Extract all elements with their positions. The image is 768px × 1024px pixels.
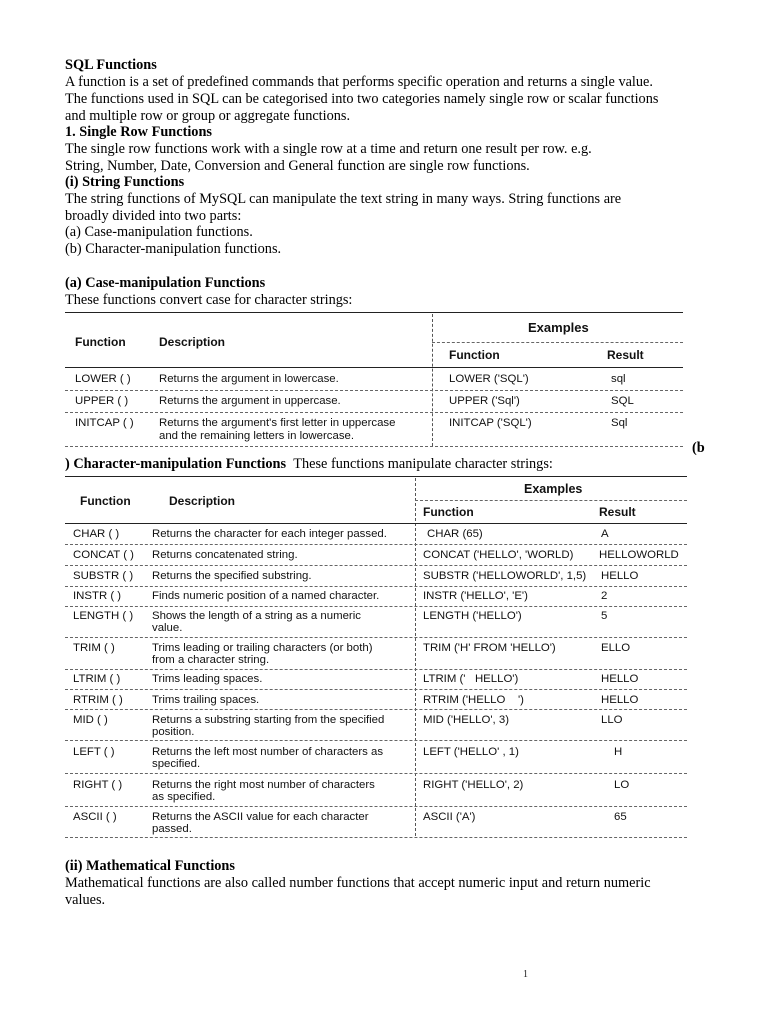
description-header: Description xyxy=(159,335,226,349)
table-row-description: position. xyxy=(152,726,195,738)
character-manipulation-heading-prefix: (b xyxy=(692,440,705,456)
table-row-example: LENGTH ('HELLO') xyxy=(423,610,522,622)
table-row-result: 65 xyxy=(614,811,627,823)
math-heading: (ii) Mathematical Functions xyxy=(65,858,235,874)
table-row-description: from a character string. xyxy=(152,654,270,666)
example-function-header: Function xyxy=(449,348,500,362)
subsection-line: (b) Character-manipulation functions. xyxy=(65,241,282,257)
section-heading: 1. Single Row Functions xyxy=(65,124,212,140)
section-line: String, Number, Date, Conversion and General function are single row functions. xyxy=(65,158,530,174)
examples-header: Examples xyxy=(528,320,589,335)
description-header: Description xyxy=(169,494,236,508)
table-row-description: Trims leading or trailing characters (or both) xyxy=(152,642,373,654)
table-row-function: RIGHT ( ) xyxy=(73,779,123,791)
examples-header: Examples xyxy=(524,482,583,496)
table-row-example: CONCAT ('HELLO', 'WORLD) xyxy=(423,549,574,561)
table-row-description: specified. xyxy=(152,758,201,770)
table-row-result: LLO xyxy=(601,714,623,726)
function-header: Function xyxy=(80,494,131,508)
table-row-description: and the remaining letters in lowercase. xyxy=(159,430,355,442)
table-row-example: ASCII ('A') xyxy=(423,811,476,823)
table-row-function: CONCAT ( ) xyxy=(73,549,134,561)
table-row-example: RIGHT ('HELLO', 2) xyxy=(423,779,524,791)
table-row-description: Returns concatenated string. xyxy=(152,549,298,561)
table-row-example: INSTR ('HELLO', 'E') xyxy=(423,590,528,602)
table-row-result: HELLO xyxy=(601,694,639,706)
table-row-function: SUBSTR ( ) xyxy=(73,570,134,582)
subsection-line: The string functions of MySQL can manipulate the text string in many ways. String functions are xyxy=(65,191,622,207)
table-row-result: LO xyxy=(614,779,630,791)
table-row-example: RTRIM ('HELLO ') xyxy=(423,694,524,706)
character-manipulation-heading-line xyxy=(65,456,553,473)
example-function-header: Function xyxy=(423,505,474,519)
table-row-result: A xyxy=(601,528,609,540)
table-row-function: LENGTH ( ) xyxy=(73,610,134,622)
table-row-description: value. xyxy=(152,622,183,634)
function-header: Function xyxy=(75,335,126,349)
table-row-function: INITCAP ( ) xyxy=(75,417,134,429)
table-row-example: UPPER ('Sql') xyxy=(449,395,520,407)
table-row-function: MID ( ) xyxy=(73,714,108,726)
table-row-description: Returns the argument in uppercase. xyxy=(159,395,341,407)
character-manipulation-intro: These functions manipulate character strings: xyxy=(293,456,553,472)
table-row-description: Returns the character for each integer passed. xyxy=(152,528,387,540)
table-row-description: Returns the argument in lowercase. xyxy=(159,373,339,385)
table-row-example: LOWER ('SQL') xyxy=(449,373,529,385)
case-manipulation-intro: These functions convert case for character strings: xyxy=(65,292,353,308)
math-line: values. xyxy=(65,892,106,908)
table-row-description: Returns the argument's first letter in uppercase xyxy=(159,417,396,429)
math-line: Mathematical functions are also called number functions that accept numeric input and return numeric xyxy=(65,875,651,891)
subsection-line: (a) Case-manipulation functions. xyxy=(65,224,253,240)
intro-line: The functions used in SQL can be categorised into two categories namely single row or scalar functions xyxy=(65,91,659,107)
table-row-function: UPPER ( ) xyxy=(75,395,129,407)
table-row-function: LOWER ( ) xyxy=(75,373,131,385)
table-row-result: ELLO xyxy=(601,642,631,654)
table-row-example: SUBSTR ('HELLOWORLD', 1,5) xyxy=(423,570,587,582)
page-number: 1 xyxy=(523,969,528,980)
section-line: The single row functions work with a single row at a time and return one result per row. e.g. xyxy=(65,141,592,157)
intro-line: and multiple row or group or aggregate functions. xyxy=(65,108,351,124)
table-row-result: H xyxy=(614,746,623,758)
table-row-description: Returns the ASCII value for each character xyxy=(152,811,369,823)
case-manipulation-heading: (a) Case-manipulation Functions xyxy=(65,275,266,291)
table-row-function: TRIM ( ) xyxy=(73,642,115,654)
table-row-description: Finds numeric position of a named character. xyxy=(152,590,380,602)
case-manipulation-table xyxy=(65,312,683,448)
table-row-function: ASCII ( ) xyxy=(73,811,117,823)
table-row-example: INITCAP ('SQL') xyxy=(449,417,532,429)
table-row-result: HELLOWORLD xyxy=(599,549,679,561)
result-header: Result xyxy=(607,348,644,362)
table-row-description: Returns the right most number of characters xyxy=(152,779,375,791)
table-row-description: Trims leading spaces. xyxy=(152,673,263,685)
result-header: Result xyxy=(599,505,636,519)
character-manipulation-table xyxy=(65,476,687,838)
table-row-result: 2 xyxy=(601,590,608,602)
table-row-result: Sql xyxy=(611,417,628,429)
table-row-example: MID ('HELLO', 3) xyxy=(423,714,509,726)
table-row-example: TRIM ('H' FROM 'HELLO') xyxy=(423,642,556,654)
table-row-result: HELLO xyxy=(601,673,639,685)
doc-title: SQL Functions xyxy=(65,57,157,73)
table-row-function: INSTR ( ) xyxy=(73,590,122,602)
table-row-description: Shows the length of a string as a numeric xyxy=(152,610,361,622)
table-row-result: SQL xyxy=(611,395,634,407)
table-row-function: LTRIM ( ) xyxy=(73,673,121,685)
table-row-function: CHAR ( ) xyxy=(73,528,120,540)
table-row-description: Returns the left most number of characters as xyxy=(152,746,384,758)
subsection-line: broadly divided into two parts: xyxy=(65,208,242,224)
table-row-function: RTRIM ( ) xyxy=(73,694,123,706)
character-manipulation-heading: ) Character-manipulation Functions xyxy=(65,456,287,472)
intro-line: A function is a set of predefined commands that performs specific operation and returns a single value. xyxy=(65,74,653,90)
table-row-description: Returns the specified substring. xyxy=(152,570,312,582)
table-row-example: CHAR (65) xyxy=(427,528,483,540)
table-row-description: passed. xyxy=(152,823,192,835)
table-row-result: 5 xyxy=(601,610,608,622)
table-row-description: Trims trailing spaces. xyxy=(152,694,260,706)
table-row-example: LEFT ('HELLO' , 1) xyxy=(423,746,519,758)
table-row-example: LTRIM (' HELLO') xyxy=(423,673,519,685)
table-row-result: sql xyxy=(611,373,626,385)
subsection-heading: (i) String Functions xyxy=(65,174,185,190)
table-row-description: as specified. xyxy=(152,791,216,803)
table-row-result: HELLO xyxy=(601,570,639,582)
table-row-function: LEFT ( ) xyxy=(73,746,115,758)
table-row-description: Returns a substring starting from the specified xyxy=(152,714,385,726)
